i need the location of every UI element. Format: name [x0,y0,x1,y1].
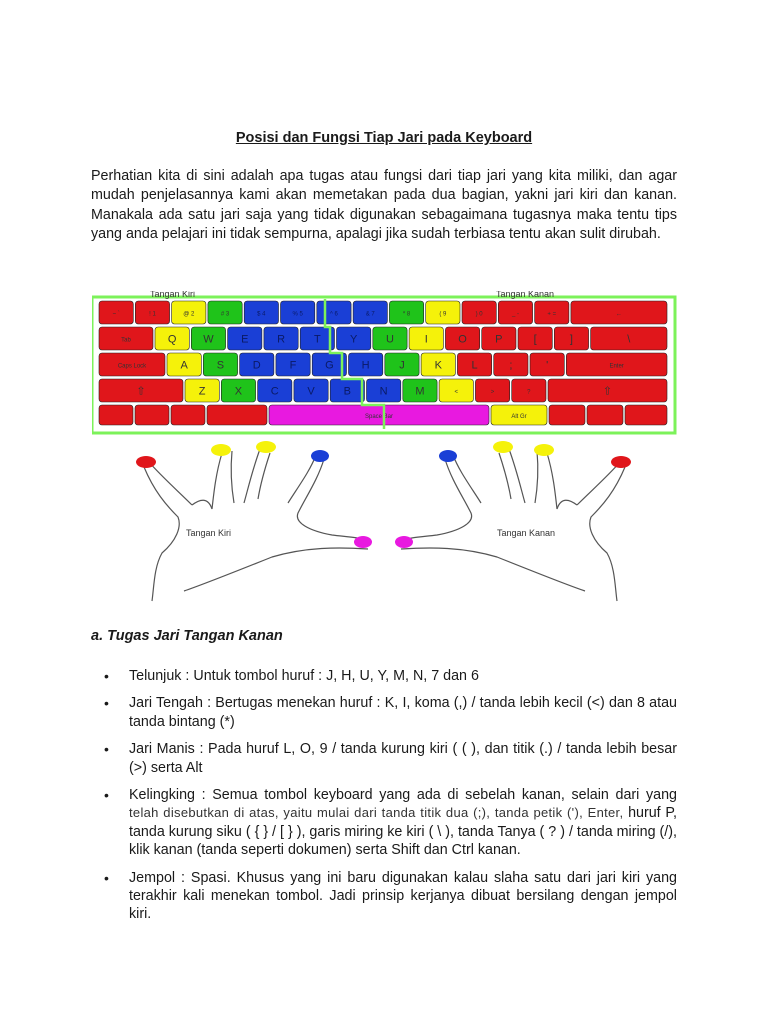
fingertip-right-thumb [395,536,413,548]
label-right-hand-top: Tangan Kanan [496,291,555,299]
key-I-label: I [424,333,428,346]
list-item [91,694,677,731]
list-item-text: Jempol : Spasi. Khusus yang ini baru digunakan kalau slaha satu dari jari kiri yang terakhir kali menekan tombol. Jadi prinsip kerjanya dibuat bersilang dengan jempol kiri. [129,869,677,923]
bullet: • [104,741,109,758]
key-z-row-0-label: Z [198,385,206,398]
list-item-text: telah disebutkan di atas, yaitu mulai dari tanda titik dua (;), tanda petik ('), Enter, [129,805,624,821]
list-item-text: Telunjuk : Untuk tombol huruf : J, H, U, Y, M, N, 7 dan 6 [129,668,479,684]
left-hand-ring-base [192,500,212,509]
key-num-4-label: $ 4 [257,311,266,318]
key-space-label: Space Bar [364,414,394,420]
key-z-row-6-label: M [415,385,425,398]
keyboard-finger-figure [92,291,677,603]
bullet: • [104,695,109,712]
key-num-10-label: ) 0 [475,311,483,318]
key-z-row-9-label: ? [527,389,531,396]
key-backspace-label: ← [615,311,622,318]
intro-paragraph: Perhatian kita di sini adalah apa tugas atau fungsi dari tiap jari yang kita miliki, dan agar mudah penjelasannya kami akan memetakan pada dua bagian, yakni jari kiri dan kanan. Manakala ada satu jari saja yang tidak digunakan sebagaimana tugasnya maka tentu tips yang anda pelajari ini tidak sempurna, apalagi jika sudah terbiasa tentu akan sulit dirubah. [91,168,677,243]
key-[-label: [ [533,333,537,346]
hands-outline [144,449,625,601]
left-hand-index-outline-a [258,453,270,499]
left-hand-pinky-inner [148,461,192,505]
keyboard-keys [99,299,667,429]
key-T-label: T [313,333,321,346]
key-P-label: P [495,333,503,346]
left-hand-ring-outline [212,453,222,509]
left-hand-palm-outline [184,548,368,591]
list-item [91,667,677,685]
key-z-row-2-label: C [270,385,279,398]
right-hand-middle-outline-a [535,451,538,503]
key-menu [587,405,623,425]
key-H-label: H [361,359,370,372]
key-O-label: O [458,333,467,346]
list-item-text: Jari Manis : Pada huruf L, O, 9 / tanda kurung kiri ( ( ), dan titik (.) / tanda lebih besar (>) serta Alt [129,741,677,776]
key-A-label: A [180,359,188,372]
list-item-text: Jari Tengah : Bertugas menekan huruf : K, I, koma (,) / tanda lebih kecil (<) dan 8 atau tanda bintang (*) [129,695,677,730]
key-W-label: W [203,333,214,346]
right-hand-palm-outline [401,548,585,591]
fingertip-left-index [311,450,329,462]
key-Y-label: Y [349,333,358,346]
key-U-label: U [385,333,394,346]
label-right-hand: Tangan Kanan [497,528,556,538]
key-Q-label: Q [167,333,177,346]
key-num-8-label: * 8 [402,311,411,318]
key-ctrl-right [625,405,667,425]
key-num-11-label: _ - [511,311,519,318]
key-num-6-label: ^ 6 [330,311,338,318]
fingertip-right-middle [493,441,513,453]
key-z-row-3-label: V [307,385,315,398]
key-K-label: K [434,359,442,372]
key-z-row-5-label: N [379,385,388,398]
key-R-label: R [277,333,286,346]
fingertip-left-middle [256,441,276,453]
key-num-7-label: & 7 [365,311,375,318]
label-left-hand: Tangan Kiri [186,528,232,538]
left-hand-index-outline-b [288,455,316,503]
right-hand-pinky-inner [577,461,621,505]
list-item-text: Kelingking : Semua tombol keyboard yang ada di sebelah kanan, selain dari yang [129,787,677,804]
right-hand-index-outline-a [499,453,511,499]
key-win-left [171,405,205,425]
key-alt-right-label: Alt Gr [511,414,527,420]
key-L-label: L [471,359,478,372]
key-S-label: S [216,359,225,372]
left-hand-middle-outline-b [244,449,260,503]
fingertip-left-pinky [136,456,156,468]
document-title: Posisi dan Fungsi Tiap Jari pada Keyboard [235,130,533,146]
key-z-row-8-label: > [490,389,495,396]
key-G-label: G [325,359,334,372]
left-hand-middle-outline-a [231,451,234,503]
key-tab-label: Tab [121,337,131,344]
bullet: • [104,869,109,886]
list-item [91,869,677,924]
key-alt-left [207,405,267,425]
key-z-row-4-label: B [343,385,352,398]
bullet: • [104,787,109,804]
key-backslash-label: \ [627,333,631,346]
fingertip-right-index [439,450,457,462]
keyboard-hands-illustration [92,291,677,603]
key-D-label: D [252,359,261,372]
key-fn-left [135,405,169,425]
key-num-3-label: # 3 [220,311,230,318]
key-J-label: J [399,359,405,372]
right-hand-ring-base [557,500,577,509]
key-num-1-label: ! 1 [149,311,156,318]
key-num-12-label: + = [547,311,557,318]
key-'-label: ' [546,359,549,372]
fingertip-right-ring [534,444,554,456]
key-num-0-label: ~ ` [112,311,120,318]
key-shift-left-label: ⇧ [136,385,146,398]
key-z-row-1-label: X [234,385,243,398]
key-z-row-7-label: < [454,389,459,396]
fingertip-right-pinky [611,456,631,468]
fingertip-left-ring [211,444,231,456]
bullet: • [104,668,109,684]
right-hand-ring-outline [547,453,557,509]
list-item [91,740,677,777]
key-num-5-label: % 5 [292,311,303,318]
finger-task-list [91,667,677,933]
key-shift-right-label: ⇧ [602,385,613,398]
key-num-9-label: ( 9 [439,311,447,318]
fingertip-left-thumb [354,536,372,548]
list-item [91,786,677,860]
key-enter-label: Enter [609,363,624,370]
list-item-text: huruf P, tanda kurung siku ( { } / [ } ), garis miring ke kiri ( \ ), tanda Tanya ( ? ) / tanda miring (/), klik kanan (tanda seperti dokumen) serta Shift dan Ctrl kanan. [129,805,678,859]
key-;-label: ; [509,359,513,372]
label-left-hand-top: Tangan Kiri [150,291,196,299]
key-ctrl-left [99,405,133,425]
key-caps-label: Caps Lock [117,363,147,370]
key-win-right [549,405,585,425]
key-F-label: F [289,359,297,372]
right-hand-middle-outline-b [509,449,525,503]
key-E-label: E [241,333,249,346]
section-heading: a. Tugas Jari Tangan Kanan [91,628,283,644]
key-]-label: ] [569,333,573,346]
key-num-2-label: @ 2 [183,311,195,318]
right-hand-index-outline-b [453,455,481,503]
